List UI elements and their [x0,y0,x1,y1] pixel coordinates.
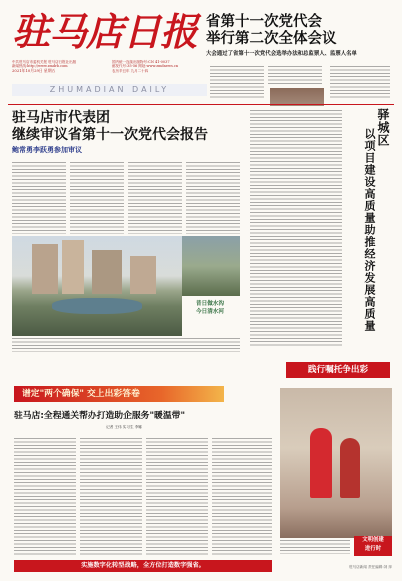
side-story-text [250,110,342,348]
masthead-pinyin: ZHUMADIAN DAILY [49,85,170,94]
bottom-banner-text: 实施数字化转型战略，全方位打造数字强省。 [81,562,205,569]
footer [286,564,392,570]
masthead-info-line: 国内统一连续出版物号:CN 41-0037 [112,60,170,64]
civil-tag-line1: 文明创建 [362,537,384,543]
masthead-info-line: 新闻热线:http://www.zmdrb.com [12,64,68,69]
masthead [12,9,207,84]
special-banner [14,386,224,402]
side-story-title-col1: 驿城区 [376,108,390,147]
newspaper-title: 驻马店日报 [12,9,198,54]
photo-building [32,244,58,294]
photo-caption-text [12,338,240,352]
main-story-text [12,162,66,234]
top-story-text [268,66,322,86]
side-story-title-col2: 以项目建设高质量助推经济发展高质量 [363,128,376,332]
photo-building [92,250,122,294]
masthead-info-line: 中共驻马店市委机关报 驻马店日报社出版 [12,60,77,64]
photo-caption-line1: 昔日做水沟 [196,301,224,307]
top-headline [206,14,392,58]
main-story-text [128,162,182,234]
service-story-text [146,438,208,556]
photo-person [310,428,332,498]
service-story-text [14,438,76,556]
main-story-text [70,162,124,234]
masthead-date: 2021年10月29日 星期五 [12,67,56,73]
service-story-heading [14,410,234,430]
top-headline-subline: 大会通过了省第十一次党代会选举办法和总监票人、监票人名单 [206,51,357,57]
photo-person [340,438,360,498]
main-story-text [186,162,240,234]
photo-building [62,240,84,294]
service-story-text [212,438,272,556]
main-headline-1: 驻马店市代表团 [12,110,110,126]
inset-photo [182,236,240,296]
civil-tag-line2: 进行时 [364,546,382,552]
masthead-info [12,60,207,73]
photo-building [130,256,156,294]
top-headline-line1: 省第十一次党代会 [206,14,322,30]
civil-photo-caption [280,540,350,554]
main-story-heading [12,110,242,155]
bottom-banner [14,560,272,572]
service-headline: 驻马店:全程通关帮办打造助企服务"暖温带" [14,411,186,421]
photo-river [52,298,142,314]
top-story-text [330,66,390,100]
masthead-lunar: 农历辛丑年 九月二十四 [112,68,149,73]
main-photo [12,236,182,336]
service-story-text [80,438,142,556]
civil-photo [280,388,392,538]
masthead-pinyin-bar [12,84,207,96]
masthead-info-line: 邮发代号:35-56 网址:www.zmdnews.cn [112,64,179,69]
civil-tag [354,536,392,556]
photo-caption [196,300,240,316]
service-byline: 记者 王伟 实习生 李娜 [106,425,142,429]
divider [8,104,394,105]
footer-text: 驻马店新闻 责任编辑:刘 萍 [348,565,392,569]
jianxing-banner [286,362,390,378]
side-story-title [348,108,394,348]
main-headline-2: 继续审议省第十一次党代会报告 [12,127,208,143]
jianxing-banner-text: 践行嘱托争出彩 [307,365,369,375]
main-subhead: 鲍常勇李跃勇参加审议 [12,146,82,154]
special-banner-text: 谱定"两个确保" 交上出彩答卷 [22,389,140,399]
photo-caption-line2: 今日清水河 [196,309,224,315]
top-headline-line2: 举行第二次全体会议 [206,31,337,47]
top-story-text [210,66,264,98]
